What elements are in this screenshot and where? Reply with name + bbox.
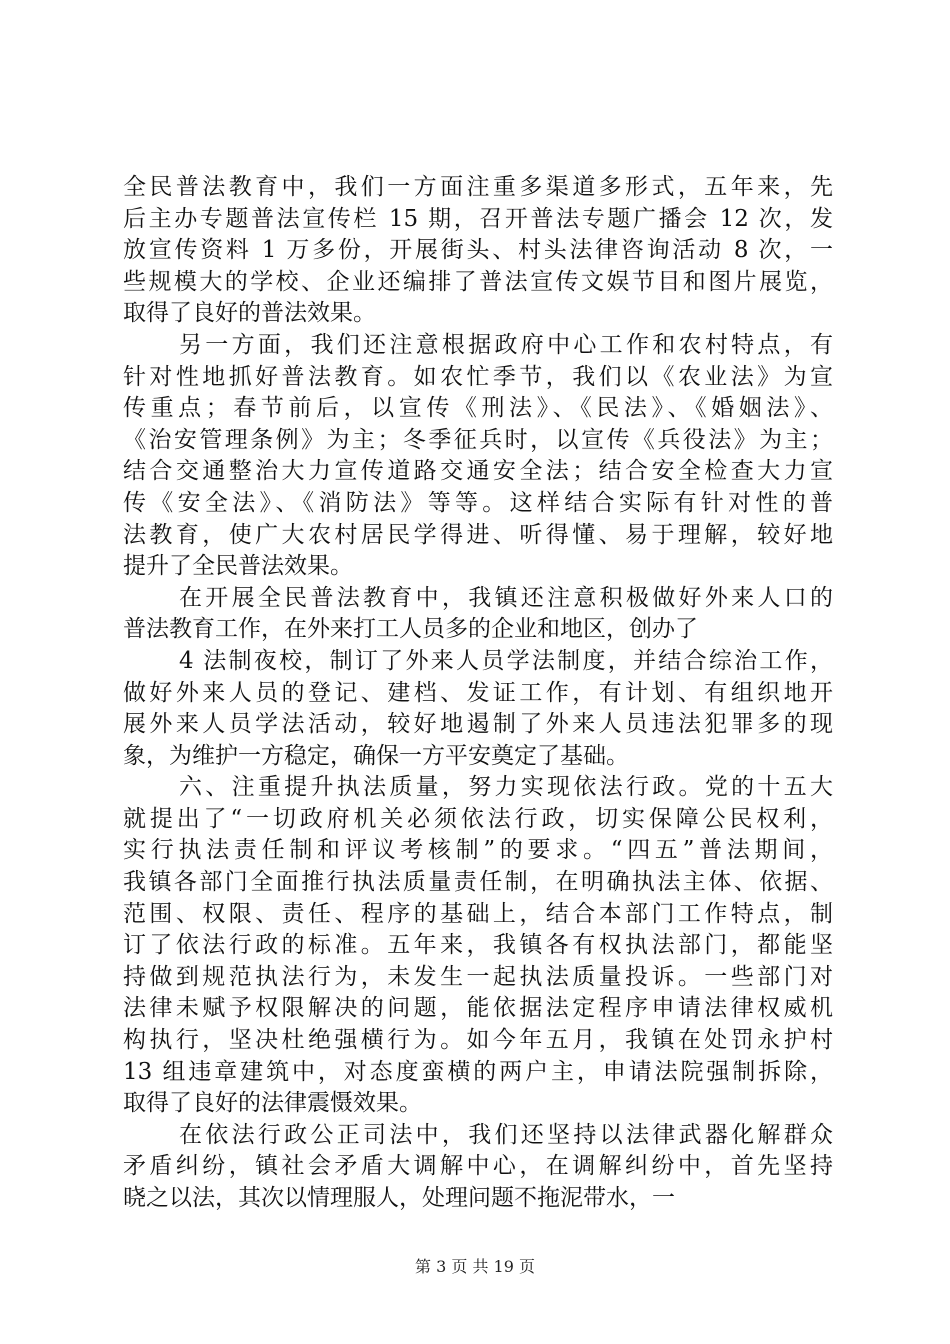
text-line: 我镇各部门全面推行执法质量责任制，在明确执法主体、依据、 [123, 869, 833, 896]
text-line: 晓之以法，其次以情理服人，处理问题不拖泥带水，一 [123, 1185, 675, 1211]
page-footer: 第 3 页 共 19 页 [415, 1257, 535, 1276]
text-line: 全民普法教育中，我们一方面注重多渠道多形式，五年来，先 [123, 174, 833, 200]
text-line: 构执行，坚决杜绝强横行为。如今年五月，我镇在处罚永护村 [123, 1027, 833, 1054]
text-line: 4 法制夜校，制订了外来人员学法制度，并结合综治工作， [179, 647, 833, 674]
text-line: 订了依法行政的标准。五年来，我镇各有权执法部门，都能坚 [123, 932, 833, 959]
text-line: 另一方面，我们还注意根据政府中心工作和农村特点，有 [179, 331, 833, 358]
text-line: 实行执法责任制和评议考核制”的要求。“四五”普法期间， [123, 837, 833, 864]
text-line: 些规模大的学校、企业还编排了普法宣传文娱节目和图片展览， [123, 268, 833, 295]
text-line: 结合交通整治大力宣传道路交通安全法；结合安全检查大力宣 [123, 458, 833, 485]
text-line: 在依法行政公正司法中，我们还坚持以法律武器化解群众 [179, 1121, 833, 1148]
text-line: 象，为维护一方稳定，确保一方平安奠定了基础。 [123, 742, 629, 769]
document-body [123, 172, 833, 1215]
text-line: 法教育，使广大农村居民学得进、听得懂、易于理解，较好地 [123, 521, 833, 548]
text-line: 传《安全法》、《消防法》等等。这样结合实际有针对性的普 [123, 489, 833, 516]
text-line: 矛盾纠纷，镇社会矛盾大调解中心，在调解纠纷中，首先坚持 [123, 1153, 833, 1180]
text-line: 六、注重提升执法质量，努力实现依法行政。党的十五大 [179, 774, 833, 801]
text-line: 针对性地抓好普法教育。如农忙季节，我们以《农业法》为宣 [123, 363, 833, 390]
text-line: 做好外来人员的登记、建档、发证工作，有计划、有组织地开 [123, 679, 833, 706]
text-line: 就提出了“一切政府机关必须依法行政，切实保障公民权利， [123, 805, 833, 832]
text-line: 后主办专题普法宣传栏 15 期，召开普法专题广播会 12 次，发 [123, 205, 833, 232]
text-line: 范围、权限、责任、程序的基础上，结合本部门工作特点，制 [123, 900, 833, 927]
text-line: 取得了良好的法律震慑效果。 [123, 1090, 422, 1117]
text-line: 《治安管理条例》为主；冬季征兵时，以宣传《兵役法》为主； [123, 426, 833, 453]
text-line: 法律未赋予权限解决的问题，能依据法定程序申请法律权威机 [123, 995, 833, 1022]
text-line: 13 组违章建筑中，对态度蛮横的两户主，申请法院强制拆除， [123, 1058, 833, 1085]
text-line: 取得了良好的普法效果。 [123, 300, 376, 327]
text-line: 传重点；春节前后，以宣传《刑法》、《民法》、《婚姻法》、 [123, 395, 833, 422]
text-line: 持做到规范执法行为，未发生一起执法质量投诉。一些部门对 [123, 963, 833, 990]
text-line: 提升了全民普法效果。 [123, 553, 353, 580]
text-line: 在开展全民普法教育中，我镇还注意积极做好外来人口的 [179, 584, 833, 611]
text-line: 普法教育工作，在外来打工人员多的企业和地区，创办了 [123, 616, 698, 643]
text-line: 放宣传资料 1 万多份，开展街头、村头法律咨询活动 8 次，一 [123, 237, 833, 264]
text-line: 展外来人员学法活动，较好地遏制了外来人员违法犯罪多的现 [123, 711, 833, 738]
